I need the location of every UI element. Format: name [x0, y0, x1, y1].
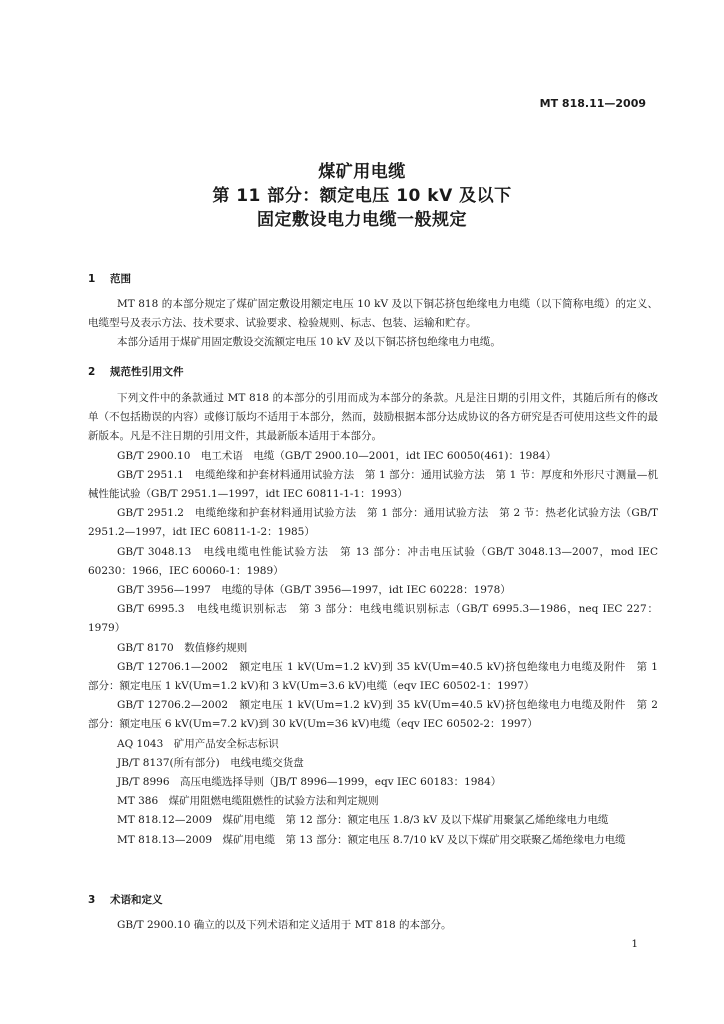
- title-line-2: 第 11 部分：额定电压 10 kV 及以下: [212, 186, 512, 206]
- scope-body: [88, 295, 658, 353]
- title-line-1: 煤矿用电缆: [318, 162, 406, 182]
- section-title: 规范性引用文件: [110, 366, 184, 378]
- reference-item: AQ 1043 矿用产品安全标志标识: [117, 737, 279, 750]
- reference-item: JB/T 8137(所有部分) 电线电缆交货盘: [117, 756, 304, 769]
- terms-body: [88, 916, 658, 935]
- section-heading-scope: [88, 271, 131, 286]
- reference-item: GB/T 8170 数值修约规则: [117, 641, 248, 654]
- reference-item: GB/T 2951.2 电缆绝缘和护套材料通用试验方法 第 1 部分：通用试验方法 第 2 节：热老化试验方法（GB/T 2951.2—1997，idt IEC 60811-1-2：1985）: [88, 507, 658, 539]
- title-line-3: 固定敷设电力电缆一般规定: [257, 210, 467, 230]
- terms-paragraph-1: GB/T 2900.10 确立的以及下列术语和定义适用于 MT 818 的本部分。: [117, 919, 452, 931]
- section-heading-terms: [88, 892, 163, 907]
- scope-paragraph-2: 本部分适用于煤矿用固定敷设交流额定电压 10 kV 及以下铜芯挤包绝缘电力电缆。: [117, 336, 501, 349]
- page-number: 1: [631, 938, 638, 950]
- standard-number: MT 818.11—2009: [539, 97, 646, 110]
- reference-item: MT 386 煤矿用阻燃电缆阻燃性的试验方法和判定规则: [117, 795, 379, 808]
- section-heading-normative: [88, 364, 184, 379]
- reference-item: GB/T 2900.10 电工术语 电缆（GB/T 2900.10—2001，idt IEC 60050(461)：1984）: [117, 449, 557, 462]
- reference-item: MT 818.13—2009 煤矿用电缆 第 13 部分：额定电压 8.7/10 kV 及以下煤矿用交联聚乙烯绝缘电力电缆: [117, 833, 626, 846]
- reference-item: MT 818.12—2009 煤矿用电缆 第 12 部分：额定电压 1.8/3 kV 及以下煤矿用聚氯乙烯绝缘电力电缆: [117, 814, 609, 827]
- reference-item: GB/T 3956—1997 电缆的导体（GB/T 3956—1997，idt IEC 60228：1978）: [117, 584, 511, 597]
- reference-item: GB/T 6995.3 电线电缆识别标志 第 3 部分：电线电缆识别标志（GB/T 6995.3—1986，neq IEC 227：1979）: [88, 603, 658, 635]
- reference-item: GB/T 12706.1—2002 额定电压 1 kV(Um=1.2 kV)到 35 kV(Um=40.5 kV)挤包绝缘电力电缆及附件 第 1 部分：额定电压 1 kV(Um=1.2 kV)和 3 kV(Um=3.6 kV)电缆（eqv IEC 60502-1：1997）: [88, 660, 658, 693]
- reference-item: GB/T 3048.13 电线电缆电性能试验方法 第 13 部分：冲击电压试验（GB/T 3048.13—2007，mod IEC 60230：1966，IEC 60060-1：1989）: [88, 545, 658, 577]
- document-title: [0, 160, 724, 232]
- normative-intro: 下列文件中的条款通过 MT 818 的本部分的引用而成为本部分的条款。凡是注日期的引用文件，其随后所有的修改单（不包括勘误的内容）或修订版均不适用于本部分，然而，鼓励根据本部分达成协议的各方研究是否可使用这些文件的最新版本。凡是不注日期的引用文件，其最新版本适用于本部分。: [88, 392, 658, 443]
- section-title: 术语和定义: [110, 894, 163, 906]
- section-title: 范围: [110, 273, 131, 285]
- reference-item: GB/T 2951.1 电缆绝缘和护套材料通用试验方法 第 1 部分：通用试验方法 第 1 节：厚度和外形尺寸测量—机械性能试验（GB/T 2951.1—1997，idt IEC 60811-1-1：1993）: [88, 468, 658, 501]
- scope-paragraph-1: MT 818 的本部分规定了煤矿固定敷设用额定电压 10 kV 及以下铜芯挤包绝缘电力电缆（以下简称电缆）的定义、电缆型号及表示方法、技术要求、试验要求、检验规则、标志、包装、运输和贮存。: [88, 298, 658, 330]
- reference-item: JB/T 8996 高压电缆选择导则（JB/T 8996—1999，eqv IEC 60183：1984）: [117, 776, 502, 789]
- section-number: 3: [88, 894, 96, 906]
- section-number: 2: [88, 366, 96, 378]
- normative-body: [88, 389, 658, 850]
- section-number: 1: [88, 273, 96, 285]
- reference-item: GB/T 12706.2—2002 额定电压 1 kV(Um=1.2 kV)到 35 kV(Um=40.5 kV)挤包绝缘电力电缆及附件 第 2 部分：额定电压 6 kV(Um=7.2 kV)到 30 kV(Um=36 kV)电缆（eqv IEC 60502-2：1997）: [88, 699, 658, 731]
